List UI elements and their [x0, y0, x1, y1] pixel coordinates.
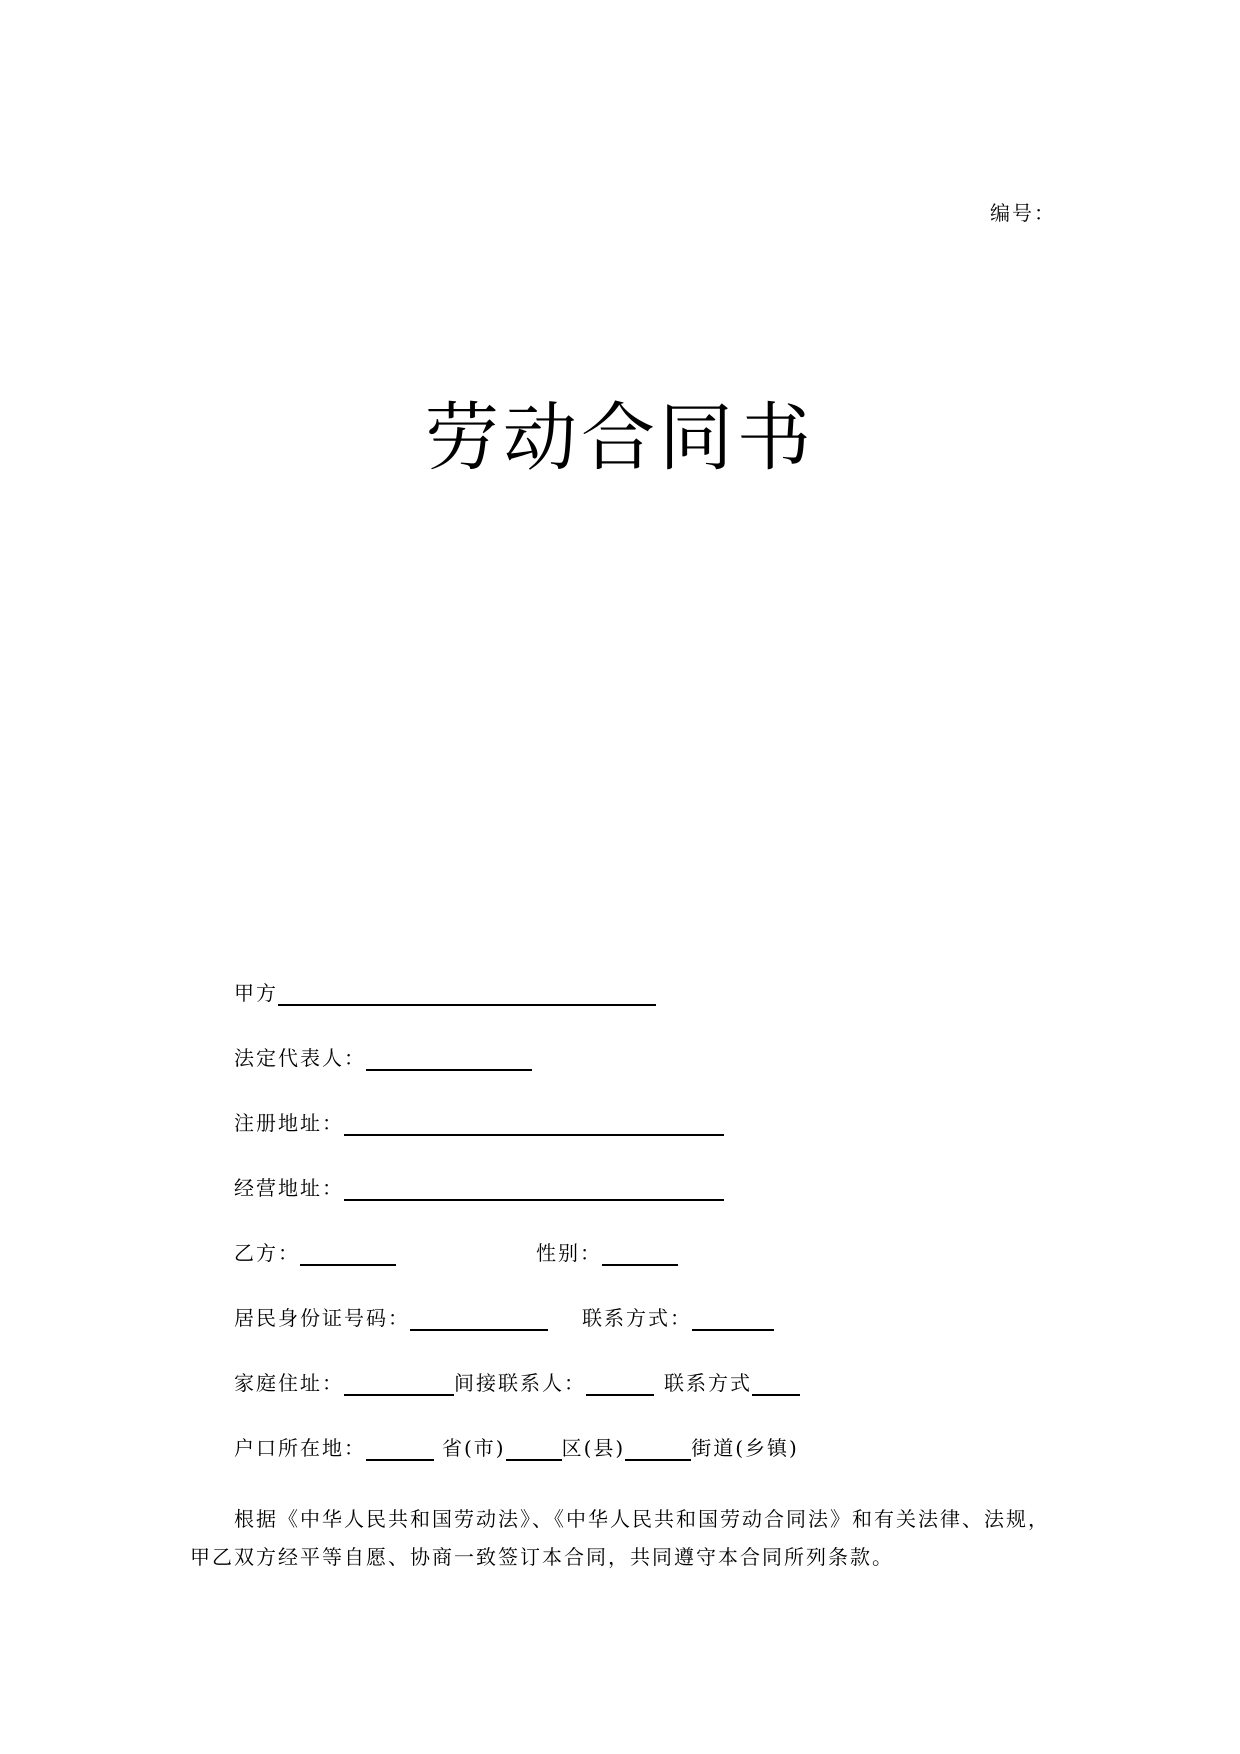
legal-rep-label: 法定代表人：: [234, 1046, 366, 1070]
biz-address-row: [234, 1175, 1054, 1240]
biz-address-label: 经营地址：: [234, 1176, 344, 1200]
preamble-line-1: 根据《中华人民共和国劳动法》、《中华人民共和国劳动合同法》和有关法律、法规，: [234, 1507, 1050, 1531]
legal-rep-blank[interactable]: [366, 1045, 532, 1071]
biz-address-blank[interactable]: [344, 1175, 724, 1201]
id-number-blank[interactable]: [410, 1305, 548, 1331]
indirect-contact-blank[interactable]: [586, 1370, 654, 1396]
id-number-label: 居民身份证号码：: [234, 1306, 410, 1330]
home-address-row: [234, 1370, 1054, 1435]
home-address-blank[interactable]: [344, 1370, 454, 1396]
hukou-province-blank[interactable]: [366, 1435, 434, 1461]
reg-address-row: [234, 1110, 1054, 1175]
home-address-label: 家庭住址：: [234, 1371, 344, 1395]
party-info-fields: [234, 980, 1054, 1500]
party-a-blank[interactable]: [278, 980, 656, 1006]
party-b-blank[interactable]: [300, 1240, 396, 1266]
hukou-label: 户口所在地：: [234, 1436, 366, 1460]
district-label: 区(县): [561, 1436, 626, 1460]
party-b-label: 乙方：: [234, 1241, 300, 1265]
gender-label: 性别：: [536, 1241, 602, 1265]
serial-number-label: 编号：: [990, 201, 1056, 225]
preamble-line-2: 甲乙双方经平等自愿、协商一致签订本合同，共同遵守本合同所列条款。: [190, 1545, 894, 1569]
contact2-label: 联系方式: [664, 1371, 752, 1395]
party-a-row: [234, 980, 1054, 1045]
contact2-blank[interactable]: [752, 1370, 800, 1396]
legal-rep-row: [234, 1045, 1054, 1110]
hukou-row: [234, 1435, 1054, 1500]
street-label: 街道(乡镇): [691, 1436, 799, 1460]
gender-blank[interactable]: [602, 1240, 678, 1266]
contact-blank[interactable]: [692, 1305, 774, 1331]
document-title: 劳动合同书: [425, 395, 815, 481]
indirect-contact-label: 间接联系人：: [454, 1371, 586, 1395]
province-label: 省(市): [442, 1436, 506, 1460]
hukou-street-blank[interactable]: [625, 1435, 691, 1461]
reg-address-label: 注册地址：: [234, 1111, 344, 1135]
party-b-row: [234, 1240, 1054, 1305]
hukou-district-blank[interactable]: [506, 1435, 562, 1461]
reg-address-blank[interactable]: [344, 1110, 724, 1136]
preamble-paragraph: [190, 1500, 1050, 1576]
party-a-label: 甲方: [234, 981, 278, 1005]
contact-label: 联系方式：: [582, 1306, 692, 1330]
id-contact-row: [234, 1305, 1054, 1370]
